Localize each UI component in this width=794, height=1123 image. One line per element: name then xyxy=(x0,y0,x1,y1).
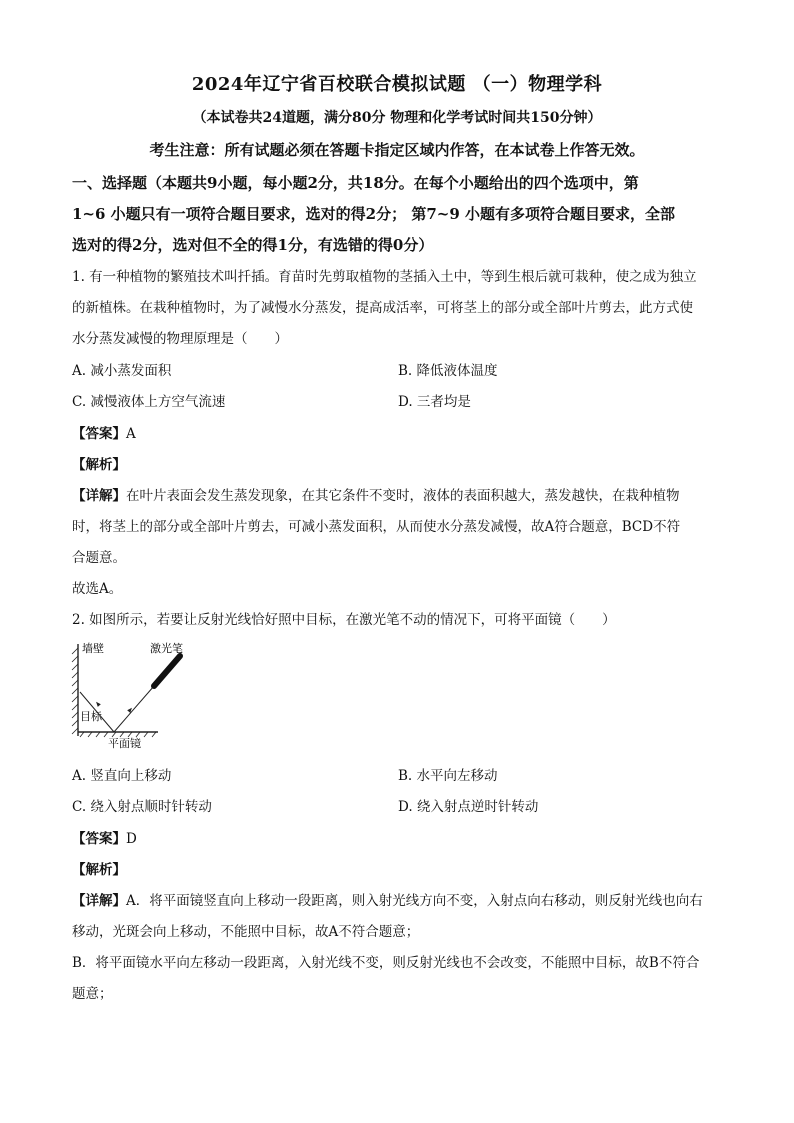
q1-option-d: D. 三者均是 xyxy=(398,394,471,410)
answer-label: 【答案】 xyxy=(72,426,126,442)
detail-text: 在叶片表面会发生蒸发现象，在其它条件不变时，液体的表面积越大，蒸发越快，在栽种植物 xyxy=(126,488,680,504)
laser-pen xyxy=(154,656,180,686)
answer-value: A xyxy=(126,426,136,442)
q2-option-c: C. 绕入射点顺时针转动 xyxy=(72,799,212,815)
q1-stem-line-3: 水分蒸发减慢的物理原理是（ ） xyxy=(72,331,288,347)
q1-stem-line-2: 的新植株。在栽种植物时，为了减慢水分蒸发，提高成活率，可将茎上的部分或全部叶片剪去，此方式使 xyxy=(72,300,693,316)
detail-text: A．将平面镜竖直向上移动一段距离，则入射光线方向不变，入射点向右移动，则反射光线也向右 xyxy=(126,893,703,909)
q1-option-a: A. 减小蒸发面积 xyxy=(72,363,172,379)
q2-detail-line-1 xyxy=(72,889,703,909)
q2-detail-line-4: 题意； xyxy=(72,986,113,1002)
incident-arrow xyxy=(127,706,133,712)
mirror-reflection-figure xyxy=(70,640,210,750)
section-line-3: 选对的得2分，选对但不全的得1分，有选错的得0分） xyxy=(72,236,434,254)
incident-ray xyxy=(114,686,154,732)
q1-analysis-label: 【解析】 xyxy=(72,457,126,473)
laser-label: 激光笔 xyxy=(150,642,183,655)
q2-detail-line-2: 移动，光斑会向上移动，不能照中目标，故A不符合题意； xyxy=(72,924,420,940)
q1-detail-line-3: 合题意。 xyxy=(72,550,126,566)
q1-option-b: B. 降低液体温度 xyxy=(398,363,498,379)
q1-detail-line-2: 时，将茎上的部分或全部叶片剪去，可减小蒸发面积，从而使水分蒸发减慢，故A符合题意，BCD不符 xyxy=(72,519,681,535)
q2-analysis-label: 【解析】 xyxy=(72,862,126,878)
exam-info: （本试卷共24道题，满分80分 物理和化学考试时间共150分钟） xyxy=(192,110,602,126)
q2-answer xyxy=(72,827,137,847)
answer-label: 【答案】 xyxy=(72,831,126,847)
detail-label: 【详解】 xyxy=(72,488,126,504)
reflected-arrow xyxy=(95,700,101,706)
target-label: 目标 xyxy=(80,710,102,723)
wall-label: 墙壁 xyxy=(82,642,104,655)
q2-stem: 2. 如图所示，若要让反射光线恰好照中目标，在激光笔不动的情况下，可将平面镜（ ） xyxy=(72,612,616,628)
answer-value: D xyxy=(126,831,137,847)
section-line-2: 1~6 小题只有一项符合题目要求，选对的得2分； 第7~9 小题有多项符合题目要求，全部 xyxy=(72,205,675,223)
page-title: 2024年辽宁省百校联合模拟试题 （一）物理学科 xyxy=(191,74,603,95)
mirror-label: 平面镜 xyxy=(108,737,141,750)
q2-option-a: A. 竖直向上移动 xyxy=(72,768,172,784)
q1-answer xyxy=(72,422,136,442)
q2-option-d: D. 绕入射点逆时针转动 xyxy=(398,799,539,815)
q2-detail-line-3: B．将平面镜水平向左移动一段距离，入射光线不变，则反射光线也不会改变，不能照中目标，故B不符合 xyxy=(72,955,700,971)
exam-notice: 考生注意：所有试题必须在答题卡指定区域内作答，在本试卷上作答无效。 xyxy=(149,141,645,159)
q1-stem-line-1: 1. 有一种植物的繁殖技术叫扦插。育苗时先剪取植物的茎插入土中，等到生根后就可栽种，使之成为独立 xyxy=(72,269,697,285)
wall-hatching xyxy=(72,648,78,734)
q2-option-b: B. 水平向左移动 xyxy=(398,768,498,784)
q1-conclusion: 故选A。 xyxy=(72,581,123,597)
detail-label: 【详解】 xyxy=(72,893,126,909)
q1-option-c: C. 减慢液体上方空气流速 xyxy=(72,394,226,410)
section-line-1: 一、选择题（本题共9小题，每小题2分，共18分。在每个小题给出的四个选项中，第 xyxy=(72,174,639,192)
q1-detail-line-1 xyxy=(72,484,680,504)
section-instructions xyxy=(72,168,732,261)
